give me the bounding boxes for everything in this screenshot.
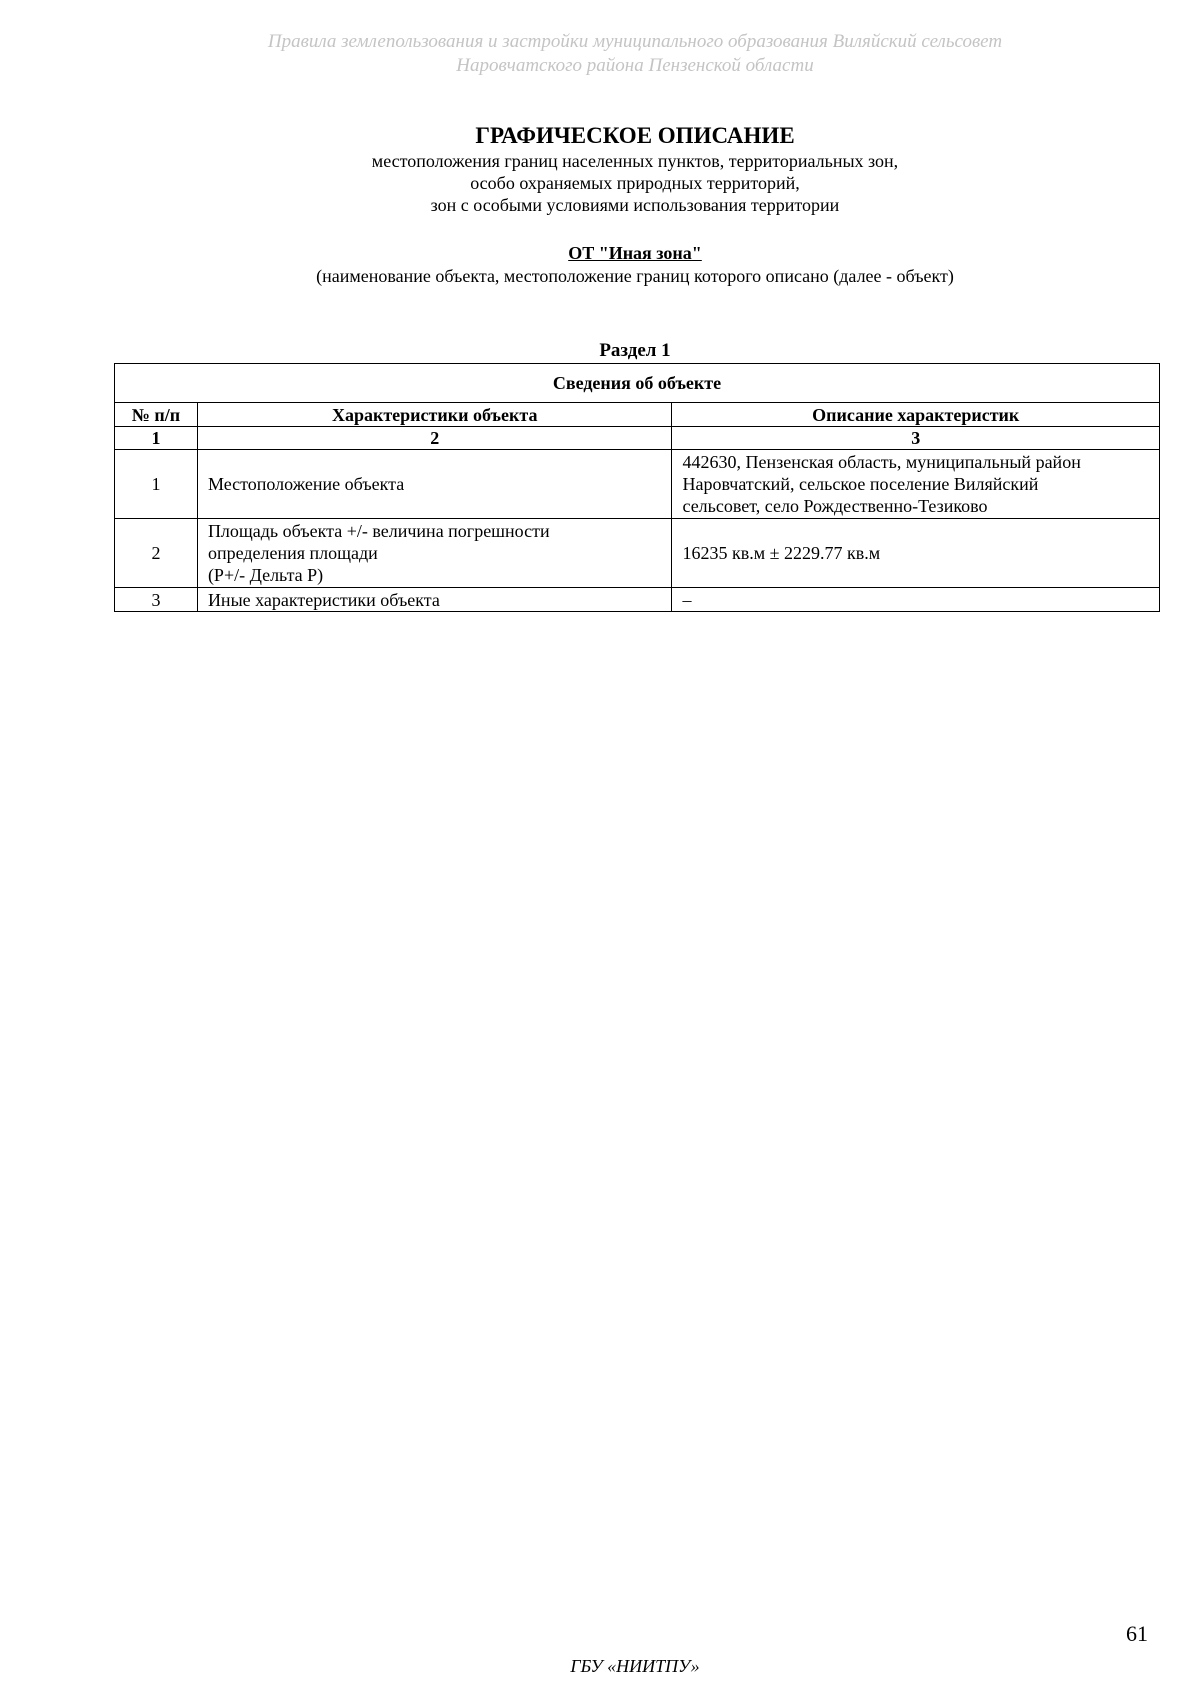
header-line-1: Правила землепользования и застройки муниципального образования Виляйский сельсовет (267, 31, 1003, 52)
title-block (150, 122, 1120, 216)
row-description-line: Наровчатский, сельское поселение Виляйский (682, 474, 1039, 494)
table-caption-row (115, 364, 1160, 403)
row-characteristic (197, 450, 672, 519)
object-info-table (114, 363, 1160, 612)
row-characteristic (197, 519, 672, 588)
table-row (115, 450, 1160, 519)
row-description-line: – (682, 589, 692, 610)
row-number: 1 (115, 450, 198, 519)
table-row (115, 588, 1160, 612)
row-description (672, 450, 1160, 519)
object-name (150, 242, 1120, 264)
row-characteristic-line: определения площади (207, 543, 378, 563)
row-characteristic-line: Площадь объекта +/- величина погрешности (207, 521, 550, 541)
row-description-line: 16235 кв.м ± 2229.77 кв.м (682, 543, 881, 563)
subtitle-line-1: местоположения границ населенных пунктов, территориальных зон, (371, 151, 899, 171)
document-footer: ГБУ «НИИТПУ» (570, 1656, 700, 1676)
header-line-2: Наровчатского района Пензенской области (456, 55, 814, 76)
row-description (672, 588, 1160, 612)
page-number: 61 (1126, 1621, 1148, 1646)
document-title: ГРАФИЧЕСКОЕ ОПИСАНИЕ (475, 123, 795, 148)
subtitle-line-2: особо охраняемых природных территорий, (470, 173, 800, 193)
object-name-text: ОТ "Иная зона" (568, 243, 702, 263)
table-header-row (115, 403, 1160, 427)
column-number-2: 2 (197, 427, 672, 450)
column-header-description: Описание характеристик (672, 403, 1160, 427)
row-characteristic (197, 588, 672, 612)
row-characteristic-line: Иные характеристики объекта (207, 589, 440, 610)
row-description (672, 519, 1160, 588)
table-column-number-row (115, 427, 1160, 450)
row-characteristic-line: (Р+/- Дельта Р) (207, 565, 324, 585)
column-header-characteristic: Характеристики объекта (197, 403, 672, 427)
column-number-1: 1 (115, 427, 198, 450)
row-characteristic-line: Местоположение объекта (207, 474, 405, 494)
table-row (115, 519, 1160, 588)
object-note: (наименование объекта, местоположение границ которого описано (далее - объект) (316, 266, 954, 286)
row-description-line: 442630, Пензенская область, муниципальный район (682, 452, 1081, 472)
row-description-line: сельсовет, село Рождественно-Тезиково (682, 496, 988, 516)
column-header-number: № п/п (115, 403, 198, 427)
row-number: 2 (115, 519, 198, 588)
subtitle-line-3: зон с особыми условиями использования территории (430, 195, 840, 215)
section-title: Раздел 1 (599, 340, 671, 361)
document-header (0, 30, 1200, 78)
row-number: 3 (115, 588, 198, 612)
table-caption: Сведения об объекте (115, 364, 1160, 403)
column-number-3: 3 (672, 427, 1160, 450)
